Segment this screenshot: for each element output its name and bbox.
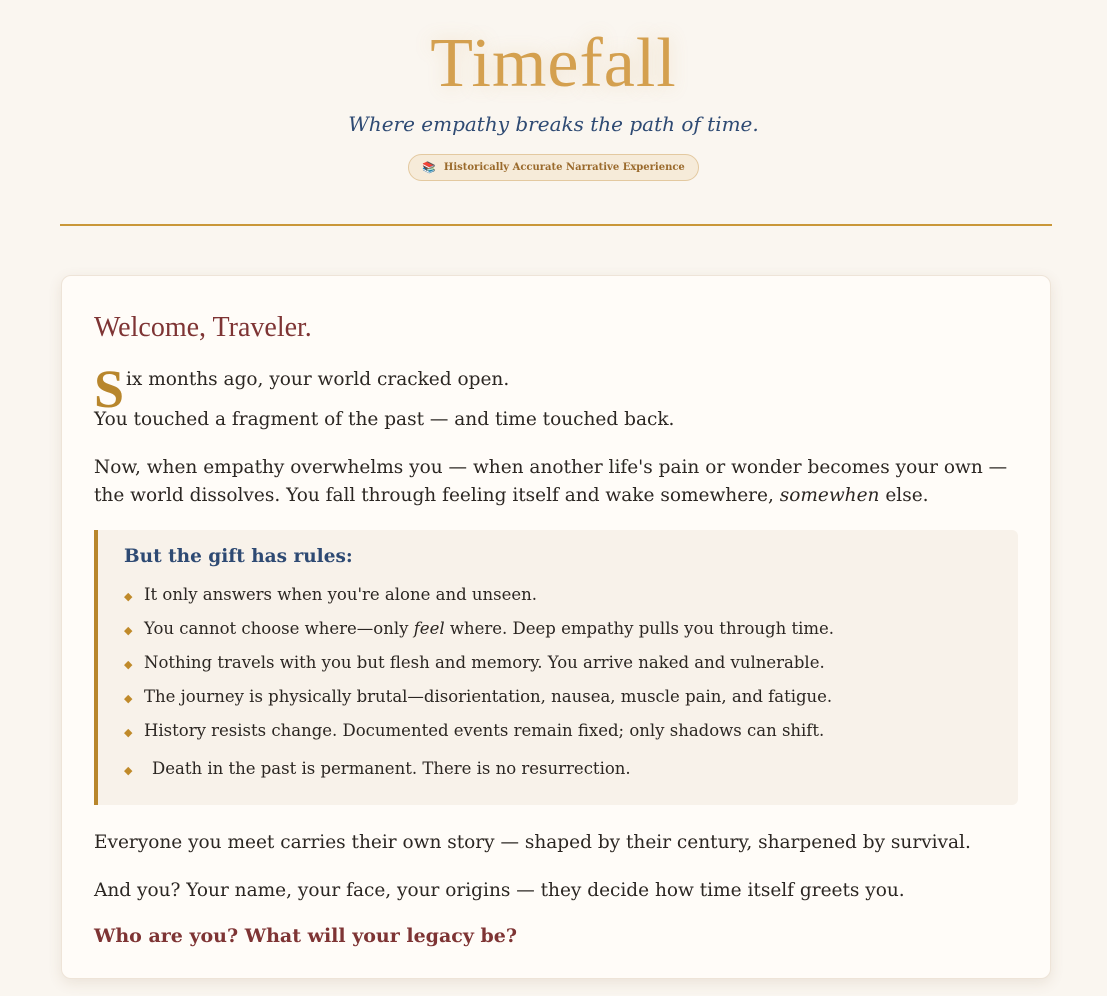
intro-line-1: ix months ago, your world cracked open.: [126, 369, 510, 390]
app-title: Timefall: [430, 25, 677, 102]
header-divider: [60, 224, 1052, 226]
empathy-text-end: else.: [879, 485, 929, 506]
empathy-paragraph: [94, 454, 1018, 510]
rule-item: [124, 681, 994, 715]
rule-item: [124, 647, 994, 681]
story-paragraph: Everyone you meet carries their own story — shaped by their century, sharpened by survival.: [94, 832, 971, 853]
intro-card: [61, 275, 1051, 979]
diamond-bullet-icon: ◆: [124, 692, 133, 705]
intro-line-2: You touched a fragment of the past — and time touched back.: [94, 409, 675, 430]
diamond-bullet-icon: ◆: [124, 658, 133, 671]
rule-item: [124, 579, 994, 613]
diamond-bullet-icon: ◆: [124, 624, 133, 637]
legacy-question: Who are you? What will your legacy be?: [94, 925, 518, 947]
rule-text: [144, 613, 834, 645]
diamond-bullet-icon: ◆: [124, 726, 133, 739]
rule-text-end: where. Deep empathy pulls you through time.: [444, 619, 835, 638]
rule-item: [124, 753, 994, 787]
rule-text: Death in the past is permanent. There is no resurrection.: [152, 759, 631, 778]
accuracy-badge: [408, 154, 699, 181]
badge-label: Historically Accurate Narrative Experience: [443, 162, 685, 173]
rule-item: [124, 613, 994, 647]
rule-text: Nothing travels with you but flesh and memory. You arrive naked and vulnerable.: [144, 653, 825, 672]
rule-emphasis: feel: [413, 619, 445, 638]
empathy-emphasis: somewhen: [779, 485, 880, 506]
diamond-bullet-icon: ◆: [124, 590, 133, 603]
books-icon: 📚: [422, 161, 436, 174]
rules-box: [94, 530, 1018, 805]
page-header: [0, 0, 1107, 181]
drop-cap: S: [94, 359, 125, 419]
identity-paragraph: And you? Your name, your face, your origins — they decide how time itself greets you.: [94, 880, 905, 901]
rules-title: But the gift has rules:: [124, 546, 353, 567]
diamond-bullet-icon: ◆: [124, 764, 133, 777]
rule-text: It only answers when you're alone and unseen.: [144, 585, 537, 604]
empathy-text: Now, when empathy overwhelms you — when another life's pain or wonder becomes your own — the world dissolves. You fall through feeling itself and wake somewhere,: [94, 457, 1008, 506]
rule-text-start: You cannot choose where—only: [144, 619, 414, 638]
rule-item: [124, 715, 994, 749]
welcome-heading: Welcome, Traveler.: [94, 312, 312, 343]
intro-paragraph: [94, 359, 1018, 419]
rule-text: The journey is physically brutal—disorientation, nausea, muscle pain, and fatigue.: [144, 687, 833, 706]
rule-text: History resists change. Documented events remain fixed; only shadows can shift.: [144, 721, 825, 740]
tagline: Where empathy breaks the path of time.: [348, 112, 759, 136]
